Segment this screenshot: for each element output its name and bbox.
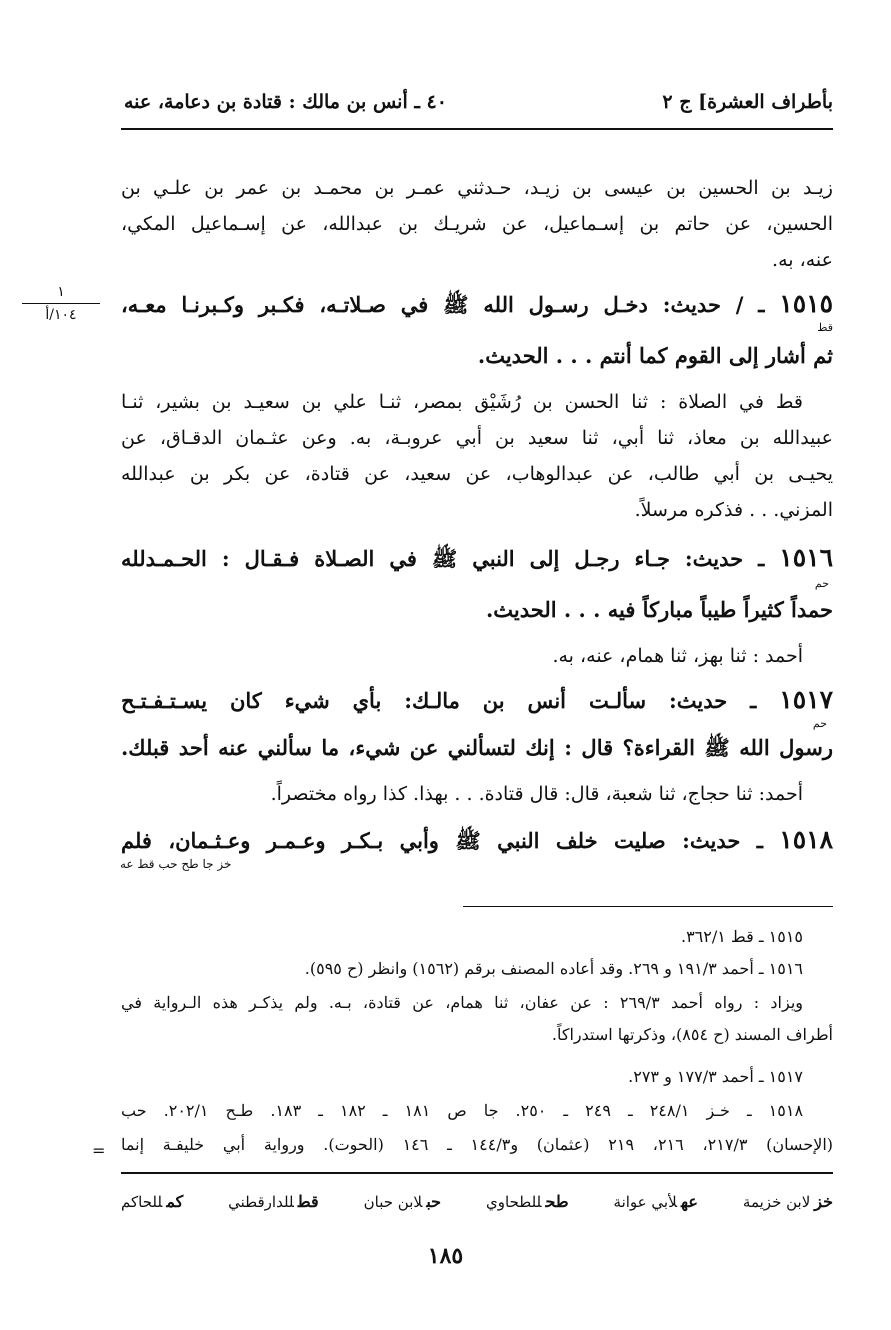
footnote-1518-2: (الإحسان) ٢١٧/٣، ٢١٦، ٢١٩ (عثمان) و١٤٤/٣ ـ ١٤٦ (الحوت). ورواية أبي خليفـة إنما [121,1135,833,1154]
margin-folio-ref [22,284,100,323]
hadith-1515-symbol: قط [817,321,833,334]
hadith-1517-number: ١٥١٧ [779,685,833,714]
margin-ref-top: ١ [57,284,65,300]
abbr-item: حبلابن حبان [363,1192,442,1211]
abbr-item: عهلأبي عوانة [613,1192,698,1211]
hadith-1516-source: أحمد : ثنا بهز، ثنا همام، عنه، به. [552,645,803,667]
hadith-1515-line-1 [121,284,833,324]
margin-ref-rule [22,303,100,304]
hadith-1516-number: ١٥١٦ [779,543,833,572]
footnote-1518-1: ١٥١٨ ـ خـز ٢٤٨/١ ـ ٢٤٩ ـ ٢٥٠. جا ص ١٨١ ـ ١٨٢ ـ ١٨٣. طـح ٢٠٢/١. حب [121,1101,803,1120]
footnote-1515: ١٥١٥ ـ قط ٣٦٢/١. [680,927,803,946]
hadith-1515-number: ١٥١٥ [779,289,833,318]
hadith-1518-number: ١٥١٨ [779,825,833,854]
abbr-item: كمللحاكم [121,1192,184,1211]
hadith-1516-line-1 [121,538,833,578]
hadith-1516-text-1: ـ حديث: جـاء رجـل إلى النبي ﷺ في الصـلاة فـقـال : الحـمـدلله [121,546,765,571]
hadith-1516-symbol: حم [814,577,829,590]
hadith-1517-source: أحمد: ثنا حجاج، ثنا شعبة، قال: قال قتادة. . . بهذا. كذا رواه مختصراً. [270,783,803,805]
hadith-1515-source-4: المزني. . . فذكره مرسلاً. [634,499,833,521]
hadith-1515-source-2: عبيدالله بن معاذ، ثنا أبي، ثنا سعيد بن أبي عروبـة، به. وعن عثـمان الدقـاق، عن [121,427,833,449]
abbr-item: طحللطحاوي [486,1192,569,1211]
hadith-1517-symbol: حم [812,717,827,730]
hadith-1516-line-2: حمداً كثيراً طيباً مباركاً فيه . . . الحديث. [485,597,833,622]
hadith-1517-text-1: ـ حديث: سألـت أنس بن مالـك: بأي شيء كان يسـتـفـتـح [121,688,757,713]
hadith-1515-text-1: ـ / حديث: دخـل رسـول الله ﷺ في صـلاتـه، فكـبر وكـبرنـا معـه، [121,292,765,317]
footnote-1516-addition-1: ويزاد : رواه أحمد ٢٦٩/٣ : عن عفان، ثنا همام، عن قتادة، بـه. ولم يذكـر هذه الـرواية في [121,993,803,1012]
hadith-1515-line-2: ثم أشار إلى القوم كما أنتم . . . الحديث. [477,343,833,368]
hadith-1518-line-1 [121,820,833,860]
footnote-1516-addition-2: أطراف المسند (ح ٨٥٤)، وذكرتها استدراكاً. [551,1025,833,1044]
header-book-title: بأطراف العشرة] ج ٢ [662,91,833,113]
hadith-1518-symbols: خز جا طح حب قط عه [120,857,232,871]
hadith-1517-line-2: رسول الله ﷺ القراءة؟ قال : إنك لتسألني عن شيء، ما سألني عنه أحد قبلك. [121,735,833,760]
hadith-1515-source-1: قط في الصلاة : ثنا الحسن بن رُشَيْق بمصر، ثنـا علي بن سعيـد بن بشير، ثنـا [121,391,803,413]
hadith-1518-text-1: ـ حديث: صليت خلف النبي ﷺ وأبي بـكـر وعـمـر وعـثـمان، فلم [121,828,763,853]
margin-ref-bottom: ١٠٤/أ [45,307,77,323]
hadith-1517-line-1 [121,680,833,720]
abbreviation-key [121,1186,833,1218]
header-rule [121,128,833,130]
footnote-rule [463,906,833,907]
intro-line-1: زيـد بن الحسين بن عيسى بن زيـد، حـدثني عمـر بن محمـد بن عمر بن علـي بن [121,177,833,199]
hadith-1515-source-3: يحيـى بن أبي طالب، عن عبدالوهاب، عن سعيد، عن قتادة، عن بكر بن عبدالله [121,463,833,485]
intro-line-3: عنه، به. [772,249,833,271]
abbr-item: خزلابن خزيمة [742,1192,833,1211]
abbr-item: قطللدارقطني [228,1192,319,1211]
header-chapter-title: ٤٠ ـ أنس بن مالك : قتادة بن دعامة، عنه [124,91,447,113]
footnote-1517: ١٥١٧ ـ أحمد ١٧٧/٣ و ٢٧٣. [628,1067,803,1086]
intro-line-2: الحسين، عن حاتم بن إسـماعيل، عن شريـك بن عبدالله، عن إسـماعيل المكي، [121,213,833,235]
continuation-mark: = [92,1141,106,1160]
page-number: ١٨٥ [427,1243,464,1269]
abbreviation-rule [121,1172,833,1174]
footnote-1516: ١٥١٦ ـ أحمد ١٩١/٣ و ٢٦٩. وقد أعاده المصنف برقم (١٥٦٢) وانظر (ح ٥٩٥). [304,959,803,978]
